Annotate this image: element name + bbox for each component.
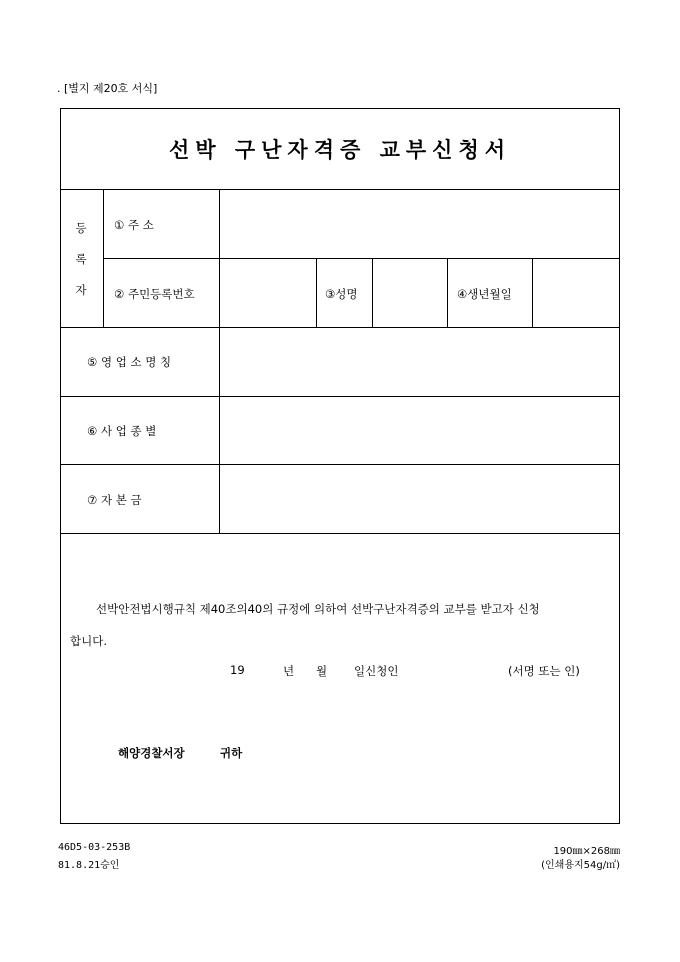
address-field[interactable] — [220, 190, 619, 258]
name-field[interactable] — [373, 259, 447, 327]
business-type-label: ⑥ 사 업 종 별 — [87, 424, 157, 438]
business-name-label: ⑤ 영 업 소 명 칭 — [87, 355, 172, 369]
registrant-side-label: 등 — [75, 221, 87, 235]
capital-label: ⑦ 자 본 금 — [87, 493, 142, 507]
divider — [103, 189, 104, 327]
signature-label: (서명 또는 인) — [508, 664, 580, 678]
name-label: ③성명 — [325, 287, 358, 301]
statement-line-1: 선박안전법시행규칙 제40조의40의 규정에 의하여 선박구난자격증의 교부를 받고자 신청 — [96, 602, 540, 616]
divider — [316, 258, 317, 327]
resident-number-label: ② 주민등록번호 — [114, 287, 195, 301]
recipient-label: 해양경찰서장 — [118, 746, 185, 760]
footer-size: 190㎜×268㎜ — [553, 846, 620, 857]
business-type-field[interactable] — [220, 397, 619, 464]
year-prefix: 19 — [230, 663, 245, 677]
registrant-side-label: 자 — [75, 283, 87, 297]
statement-line-2: 합니다. — [70, 634, 107, 648]
divider — [447, 258, 448, 327]
birthdate-field[interactable] — [533, 259, 619, 327]
divider — [60, 533, 620, 534]
form-number-label: . [별지 제20호 서식] — [57, 82, 158, 95]
day-applicant-label: 일신청인 — [354, 664, 399, 678]
footer-approval: 81.8.21승인 — [58, 860, 120, 871]
footer-code: 46D5-03-253B — [58, 842, 131, 853]
business-name-field[interactable] — [220, 328, 619, 396]
month-label: 월 — [316, 664, 328, 678]
footer-paper: (인쇄용지54g/㎡) — [541, 860, 620, 871]
resident-number-field[interactable] — [220, 259, 316, 327]
registrant-side-label: 록 — [75, 252, 87, 266]
year-label: 년 — [283, 664, 295, 678]
address-label: ① 주 소 — [114, 218, 154, 232]
form-title: 선박 구난자격증 교부신청서 — [168, 137, 512, 162]
capital-field[interactable] — [220, 465, 619, 533]
honorific-label: 귀하 — [220, 746, 243, 760]
birthdate-label: ④생년월일 — [457, 287, 512, 301]
